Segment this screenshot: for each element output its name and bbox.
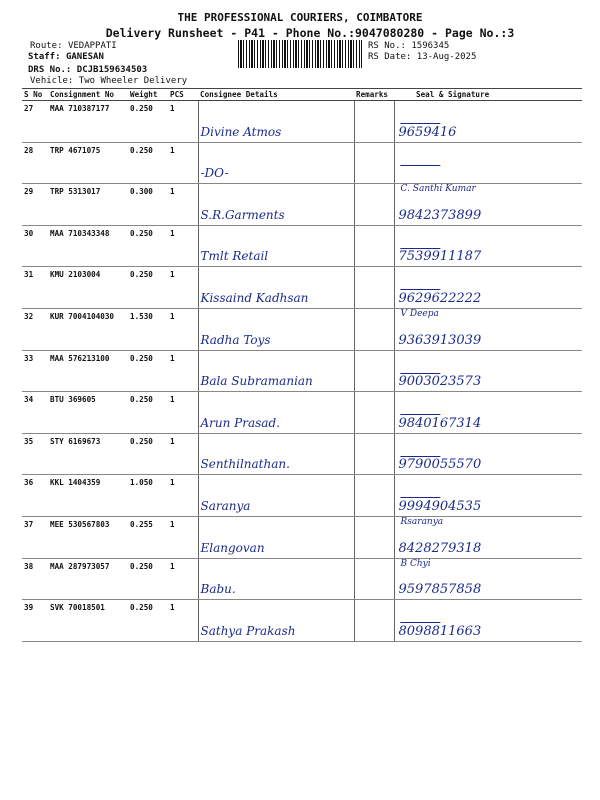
cell-sno: 32 (22, 308, 48, 350)
cell-remarks (354, 225, 394, 267)
cell-signature (394, 225, 582, 267)
cell-pcs: 1 (168, 558, 198, 600)
cell-sno: 31 (22, 267, 48, 309)
cell-consignee: Divine Atmos (198, 101, 354, 143)
barcode (238, 40, 362, 68)
col-remarks: Remarks (354, 89, 394, 101)
cell-sno: 27 (22, 101, 48, 143)
staff-label: Staff: (28, 52, 61, 62)
cell-remarks (354, 101, 394, 143)
table-row (22, 267, 582, 309)
cell-weight: 0.250 (128, 142, 168, 184)
cell-sno: 39 (22, 600, 48, 642)
handwritten-phone: 9840167314 (398, 415, 482, 431)
cell-pcs: 1 (168, 392, 198, 434)
handwritten-phone: 9842373899 (398, 207, 482, 223)
table-row (22, 142, 582, 184)
cell-pcs: 1 (168, 600, 198, 642)
drs-value: DCJB159634503 (76, 65, 148, 75)
signature-scribble (400, 477, 450, 498)
cell-consignment-no: MAA 287973057 (48, 558, 128, 600)
cell-sno: 30 (22, 225, 48, 267)
drs-label: DRS No.: (28, 65, 72, 75)
cell-pcs: 1 (168, 475, 198, 517)
cell-signature (394, 475, 582, 517)
runsheet-table (22, 88, 582, 642)
cell-pcs: 1 (168, 433, 198, 475)
signature-name: V Deepa (400, 308, 439, 319)
route-label: Route: (30, 41, 63, 51)
cell-remarks (354, 600, 394, 642)
table-row (22, 475, 582, 517)
table-row (22, 600, 582, 642)
signature-scribble (400, 394, 450, 415)
col-weight: Weight (128, 89, 168, 101)
cell-consignee: Saranya (198, 475, 354, 517)
cell-consignee: Kissaind Kadhsan (198, 267, 354, 309)
staff-value: GANESAN (65, 52, 104, 62)
cell-consignment-no: BTU 369605 (48, 392, 128, 434)
cell-consignee: Sathya Prakash (198, 600, 354, 642)
cell-consignee: S.R.Garments (198, 184, 354, 226)
runsheet-subtitle: Delivery Runsheet - P41 - Phone No.:9047080280 - Page No.:3 (105, 26, 515, 40)
signature-scribble (400, 269, 450, 290)
cell-sno: 37 (22, 516, 48, 558)
cell-remarks (354, 308, 394, 350)
cell-remarks (354, 433, 394, 475)
cell-remarks (354, 392, 394, 434)
cell-sno: 29 (22, 184, 48, 226)
cell-pcs: 1 (168, 267, 198, 309)
route-value: VEDAPPATI (67, 41, 117, 51)
handwritten-phone: 8098811663 (398, 623, 482, 639)
table-row (22, 392, 582, 434)
signature-scribble (400, 353, 450, 374)
cell-weight: 1.050 (128, 475, 168, 517)
company-title: THE PROFESSIONAL COURIERS, COIMBATORE (177, 11, 423, 24)
rs-no-value: 1596345 (411, 41, 450, 51)
col-sno: S No (22, 89, 48, 101)
handwritten-phone: 9363913039 (398, 332, 482, 348)
handwritten-phone: 9994904535 (398, 498, 482, 514)
cell-weight: 0.300 (128, 184, 168, 226)
cell-sno: 38 (22, 558, 48, 600)
signature-scribble (400, 145, 450, 166)
signature-scribble (400, 228, 450, 249)
cell-signature (394, 433, 582, 475)
cell-consignment-no: SVK 70018501 (48, 600, 128, 642)
cell-remarks (354, 516, 394, 558)
table-row (22, 433, 582, 475)
signature-scribble (400, 103, 450, 124)
signature-scribble (400, 602, 450, 623)
cell-consignment-no: STY 6169673 (48, 433, 128, 475)
cell-remarks (354, 475, 394, 517)
table-row (22, 350, 582, 392)
cell-signature (394, 101, 582, 143)
cell-weight: 0.250 (128, 350, 168, 392)
cell-weight: 0.250 (128, 267, 168, 309)
cell-sno: 34 (22, 392, 48, 434)
rs-date-line (368, 51, 476, 63)
cell-sno: 33 (22, 350, 48, 392)
cell-remarks (354, 558, 394, 600)
table-row (22, 308, 582, 350)
cell-pcs: 1 (168, 308, 198, 350)
cell-signature (394, 308, 582, 350)
handwritten-phone: 7539911187 (398, 249, 482, 265)
cell-consignment-no: MAA 576213100 (48, 350, 128, 392)
cell-signature (394, 142, 582, 184)
signature-scribble (400, 436, 450, 457)
rs-no-label: RS No.: (368, 41, 406, 51)
cell-consignee: Arun Prasad. (198, 392, 354, 434)
handwritten-phone: 9659416 (398, 124, 457, 140)
cell-signature (394, 350, 582, 392)
cell-weight: 0.250 (128, 225, 168, 267)
signature-name: C. Santhi Kumar (400, 184, 476, 195)
signature-name: B Chyi (400, 558, 431, 569)
cell-weight: 0.250 (128, 558, 168, 600)
cell-consignee: Babu. (198, 558, 354, 600)
cell-consignment-no: TRP 4671075 (48, 142, 128, 184)
cell-weight: 0.255 (128, 516, 168, 558)
cell-pcs: 1 (168, 101, 198, 143)
cell-weight: 0.250 (128, 600, 168, 642)
cell-weight: 0.250 (128, 433, 168, 475)
cell-sno: 28 (22, 142, 48, 184)
cell-consignee: Elangovan (198, 516, 354, 558)
cell-pcs: 1 (168, 225, 198, 267)
table-row (22, 184, 582, 226)
cell-remarks (354, 142, 394, 184)
col-consignee: Consignee Details (198, 89, 354, 101)
cell-sno: 35 (22, 433, 48, 475)
cell-consignee: Tmlt Retail (198, 225, 354, 267)
col-consignment: Consignment No (48, 89, 128, 101)
table-row (22, 101, 582, 143)
handwritten-phone: 9597857858 (398, 582, 482, 598)
staff-line (28, 51, 104, 63)
cell-pcs: 1 (168, 350, 198, 392)
cell-signature (394, 600, 582, 642)
cell-remarks (354, 184, 394, 226)
cell-consignment-no: KUR 7004104030 (48, 308, 128, 350)
handwritten-phone: 8428279318 (398, 540, 482, 556)
col-signature: Seal & Signature (394, 89, 582, 101)
cell-remarks (354, 350, 394, 392)
vehicle-label: Vehicle: (30, 76, 74, 86)
cell-consignee: Bala Subramanian (198, 350, 354, 392)
cell-remarks (354, 267, 394, 309)
cell-sno: 36 (22, 475, 48, 517)
cell-consignment-no: MEE 530567803 (48, 516, 128, 558)
handwritten-phone: 9629622222 (398, 290, 482, 306)
cell-consignee: -DO- (198, 142, 354, 184)
rs-date-value: 13-Aug-2025 (416, 52, 477, 62)
cell-pcs: 1 (168, 184, 198, 226)
table-row (22, 558, 582, 600)
table-header-row (22, 89, 582, 101)
rs-date-label: RS Date: (368, 52, 412, 62)
vehicle-line (30, 75, 187, 87)
cell-consignment-no: MAA 710343348 (48, 225, 128, 267)
cell-weight: 0.250 (128, 101, 168, 143)
handwritten-phone: 9790055570 (398, 457, 482, 473)
table-row (22, 516, 582, 558)
cell-consignee: Radha Toys (198, 308, 354, 350)
signature-name: Rsaranya (400, 516, 444, 527)
cell-consignee: Senthilnathan. (198, 433, 354, 475)
cell-signature (394, 184, 582, 226)
cell-pcs: 1 (168, 516, 198, 558)
cell-signature (394, 392, 582, 434)
cell-signature (394, 516, 582, 558)
vehicle-value: Two Wheeler Delivery (78, 76, 188, 86)
cell-signature (394, 558, 582, 600)
cell-weight: 0.250 (128, 392, 168, 434)
cell-pcs: 1 (168, 142, 198, 184)
table-row (22, 225, 582, 267)
cell-consignment-no: TRP 5313017 (48, 184, 128, 226)
cell-signature (394, 267, 582, 309)
cell-weight: 1.530 (128, 308, 168, 350)
cell-consignment-no: MAA 710387177 (48, 101, 128, 143)
cell-consignment-no: KMU 2103004 (48, 267, 128, 309)
handwritten-phone: 9003023573 (398, 374, 482, 390)
col-pcs: PCS (168, 89, 198, 101)
cell-consignment-no: KKL 1404359 (48, 475, 128, 517)
